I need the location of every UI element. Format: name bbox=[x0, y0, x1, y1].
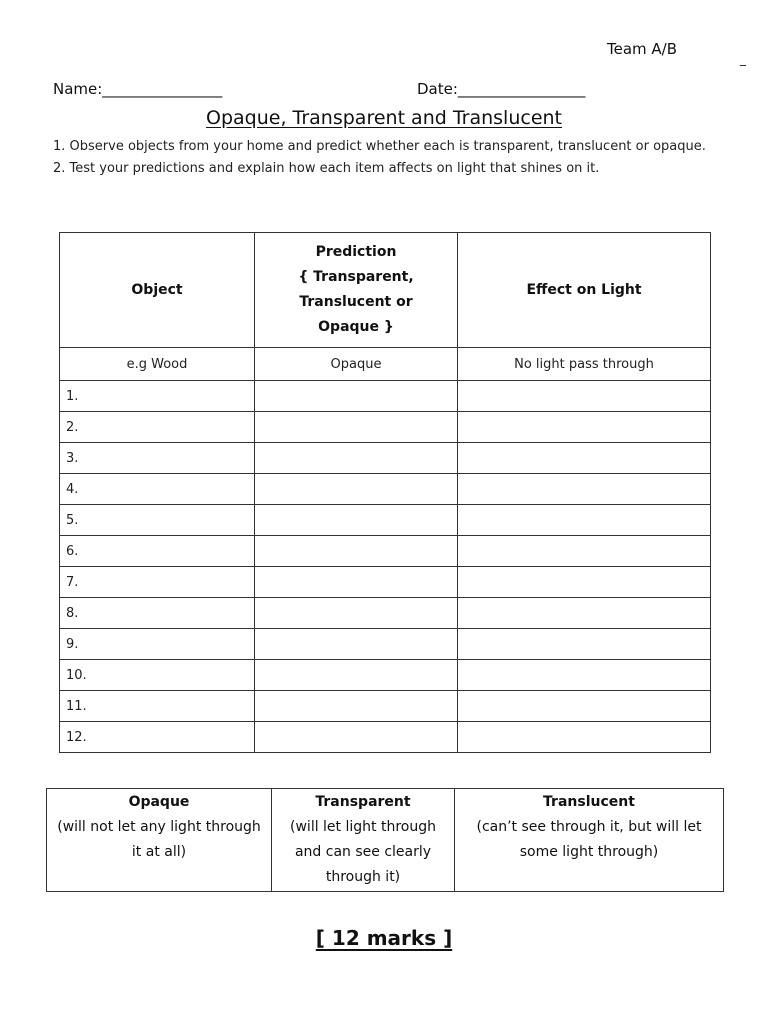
row-number: 5. bbox=[60, 505, 255, 536]
definitions-table bbox=[46, 788, 724, 892]
definitions-row bbox=[47, 789, 724, 892]
effect-cell[interactable] bbox=[458, 629, 711, 660]
effect-cell[interactable] bbox=[458, 598, 711, 629]
prediction-cell[interactable] bbox=[255, 567, 458, 598]
effect-cell[interactable] bbox=[458, 381, 711, 412]
row-number: 9. bbox=[60, 629, 255, 660]
prediction-cell[interactable] bbox=[255, 536, 458, 567]
row-number: 7. bbox=[60, 567, 255, 598]
table-row bbox=[60, 505, 711, 536]
observation-table bbox=[59, 232, 711, 753]
header-prediction-line: { Transparent, bbox=[298, 269, 414, 285]
name-field: Name:________________ bbox=[53, 80, 223, 98]
effect-cell[interactable] bbox=[458, 412, 711, 443]
prediction-cell[interactable] bbox=[255, 474, 458, 505]
effect-cell[interactable] bbox=[458, 474, 711, 505]
prediction-cell[interactable] bbox=[255, 660, 458, 691]
header-object: Object bbox=[60, 233, 255, 348]
table-row bbox=[60, 691, 711, 722]
table-row bbox=[60, 443, 711, 474]
header-effect: Effect on Light bbox=[458, 233, 711, 348]
example-object: e.g Wood bbox=[60, 348, 255, 381]
corner-mark: _ bbox=[740, 52, 746, 66]
effect-cell[interactable] bbox=[458, 505, 711, 536]
header-prediction bbox=[255, 233, 458, 348]
row-number: 11. bbox=[60, 691, 255, 722]
example-row bbox=[60, 348, 711, 381]
table-row bbox=[60, 567, 711, 598]
example-prediction: Opaque bbox=[255, 348, 458, 381]
effect-cell[interactable] bbox=[458, 722, 711, 753]
header-prediction-line: Opaque } bbox=[318, 319, 394, 335]
row-number: 1. bbox=[60, 381, 255, 412]
translucent-desc: (can’t see through it, but will let some light through) bbox=[476, 819, 702, 860]
table-row bbox=[60, 660, 711, 691]
translucent-cell bbox=[455, 789, 724, 892]
table-row bbox=[60, 629, 711, 660]
prediction-cell[interactable] bbox=[255, 505, 458, 536]
prediction-cell[interactable] bbox=[255, 443, 458, 474]
transparent-title: Transparent bbox=[315, 794, 411, 810]
header-prediction-line: Prediction bbox=[315, 244, 397, 260]
prediction-cell[interactable] bbox=[255, 412, 458, 443]
row-number: 12. bbox=[60, 722, 255, 753]
opaque-title: Opaque bbox=[128, 794, 190, 810]
instruction-2: 2. Test your predictions and explain how each item affects on light that shines on it. bbox=[53, 161, 600, 176]
effect-cell[interactable] bbox=[458, 443, 711, 474]
row-number: 2. bbox=[60, 412, 255, 443]
effect-cell[interactable] bbox=[458, 660, 711, 691]
table-row bbox=[60, 722, 711, 753]
date-field: Date:_________________ bbox=[417, 80, 586, 98]
table-row bbox=[60, 474, 711, 505]
team-label: Team A/B bbox=[607, 40, 678, 58]
prediction-cell[interactable] bbox=[255, 598, 458, 629]
table-row bbox=[60, 412, 711, 443]
prediction-cell[interactable] bbox=[255, 629, 458, 660]
page-title: Opaque, Transparent and Translucent bbox=[206, 107, 562, 129]
row-number: 4. bbox=[60, 474, 255, 505]
row-number: 8. bbox=[60, 598, 255, 629]
row-number: 3. bbox=[60, 443, 255, 474]
opaque-desc: (will not let any light through it at all) bbox=[57, 819, 261, 860]
transparent-desc: (will let light through and can see clearly through it) bbox=[290, 819, 436, 885]
effect-cell[interactable] bbox=[458, 536, 711, 567]
prediction-cell[interactable] bbox=[255, 381, 458, 412]
example-effect: No light pass through bbox=[458, 348, 711, 381]
table-row bbox=[60, 598, 711, 629]
table-row bbox=[60, 536, 711, 567]
prediction-cell[interactable] bbox=[255, 691, 458, 722]
table-header-row bbox=[60, 233, 711, 348]
opaque-cell bbox=[47, 789, 272, 892]
marks-label: [ 12 marks ] bbox=[315, 926, 453, 950]
effect-cell[interactable] bbox=[458, 691, 711, 722]
translucent-title: Translucent bbox=[543, 794, 635, 810]
header-prediction-line: Translucent or bbox=[299, 294, 413, 310]
instructions bbox=[53, 136, 733, 180]
effect-cell[interactable] bbox=[458, 567, 711, 598]
table-row bbox=[60, 381, 711, 412]
marks-total bbox=[0, 926, 768, 950]
prediction-cell[interactable] bbox=[255, 722, 458, 753]
row-number: 6. bbox=[60, 536, 255, 567]
instruction-1: 1. Observe objects from your home and predict whether each is transparent, translucent or opaque. bbox=[53, 139, 706, 154]
row-number: 10. bbox=[60, 660, 255, 691]
transparent-cell bbox=[272, 789, 455, 892]
